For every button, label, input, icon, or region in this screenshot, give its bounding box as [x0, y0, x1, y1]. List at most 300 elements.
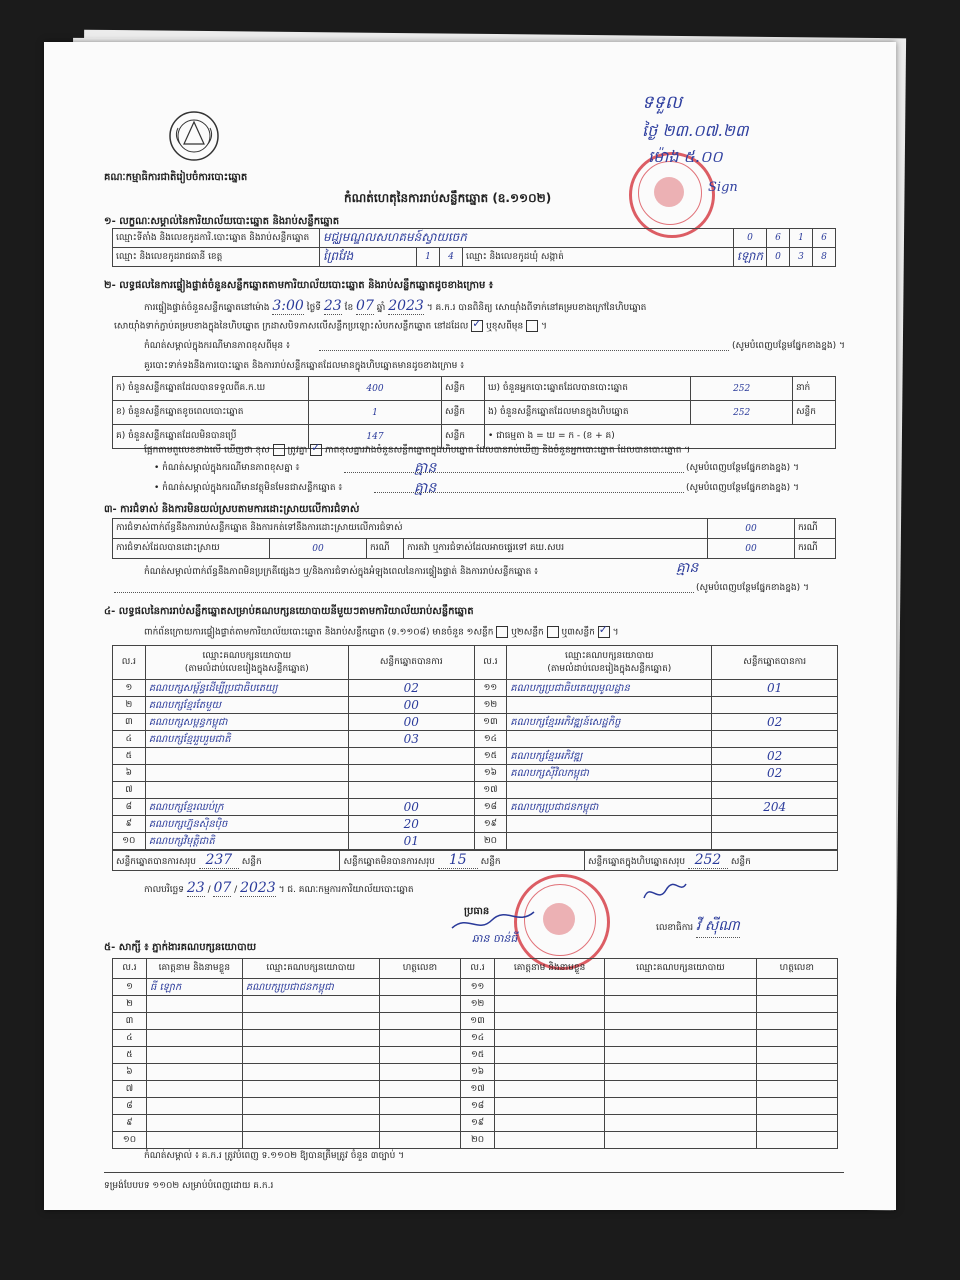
party-votes: 00 — [348, 799, 474, 816]
note-line — [319, 340, 729, 351]
witness-name — [146, 1047, 242, 1064]
formula-note: • ជាធម្មតា ង = ឃ = ក - (ខ + គ) — [484, 425, 835, 449]
party-name — [507, 697, 712, 714]
witness-name — [495, 1081, 605, 1098]
table-row — [113, 799, 838, 816]
witness-party — [242, 1030, 379, 1047]
witness-signature — [756, 996, 837, 1013]
seal-line: សោយ៉ាំងទាក់ភ្ជាប់គម្របខាងក្នុងនៃហិបឆ្នោត ក្រដាសបិទភាសលើសន្លឹកប្រឡោះសំបកសន្លឹកឆ្នោត នៅដដែល ✓ ឬខុសពីមុន ។ — [114, 320, 547, 334]
commune-label: ឈ្មោះ និងលេខកូដឃុំ សង្កាត់ — [463, 248, 734, 267]
transferred-label: ការតវ៉ា ឬការជំទាស់ដែលអាចផ្ទេរទៅ គឃ.សបរ — [404, 539, 708, 559]
row-no: ១០ — [113, 1132, 147, 1149]
witness-party — [605, 1098, 756, 1115]
one-sheet-checkbox[interactable] — [496, 626, 508, 638]
verification-day: 23 — [323, 298, 342, 314]
row-no: ៦ — [113, 765, 146, 782]
row-no: ៦ — [113, 1064, 147, 1081]
table-row — [113, 731, 838, 748]
province-code-digit: 4 — [440, 248, 463, 267]
party-votes: 01 — [712, 680, 838, 697]
total-box-label: សន្លឹកឆ្នោតក្នុងហិបឆ្នោតសរុប — [587, 857, 686, 867]
witness-name — [495, 1115, 605, 1132]
witness-signature — [379, 1115, 460, 1132]
bullet2-value: គ្មាន — [414, 480, 437, 496]
party-name: គណបក្សសម្ពន្ធកម្ពុជា — [145, 714, 348, 731]
col-party-title: ឈ្មោះគណបក្សនយោបាយ — [565, 650, 654, 661]
two-sheet-checkbox[interactable] — [547, 626, 559, 638]
col-sign: ហត្ថលេខា — [379, 959, 460, 979]
section3-note-value: គ្មាន — [676, 560, 699, 576]
item-unit: សន្លឹក — [442, 401, 485, 425]
row-no: ១៨ — [474, 799, 507, 816]
party-votes: 204 — [712, 799, 838, 816]
row-no: ១៦ — [461, 1064, 495, 1081]
witness-party — [605, 996, 756, 1013]
witness-signature — [756, 1013, 837, 1030]
stamp-signature: Sign — [708, 180, 738, 195]
col-party — [507, 646, 712, 680]
witness-name — [146, 1013, 242, 1030]
witness-name — [146, 1081, 242, 1098]
col-name: គោត្តនាម និងនាមខ្លួន — [146, 959, 242, 979]
section3-note-hint: (សូមបំពេញបន្ថែមផ្នែកខាងខ្នង) ។ — [696, 583, 809, 593]
item-unit: សន្លឹក — [442, 425, 485, 449]
table-row — [113, 765, 838, 782]
party-name: គណបក្សខ្មែរតែមួយ — [145, 697, 348, 714]
party-votes — [348, 782, 474, 799]
party-votes — [712, 731, 838, 748]
party-name: គណបក្សស៊ីវិលកម្ពុជា — [507, 765, 712, 782]
party-votes: 02 — [712, 748, 838, 765]
commune-code-digit: 8 — [813, 248, 836, 267]
bullet-hint: (សូមបំពេញបន្ថែមផ្នែកខាងខ្នង) ។ — [686, 483, 799, 493]
party-name — [507, 731, 712, 748]
item-label: ក) ចំនួនសន្លឹកឆ្នោតដែលបានទទួលពីគ.ក.ឃ — [113, 377, 309, 401]
item-unit: សន្លឹក — [442, 377, 485, 401]
bullet1-value: គ្មាន — [414, 460, 437, 476]
col-no: ល.រ — [113, 646, 146, 680]
item-label: ង) ចំនួនសន្លឹកឆ្នោតដែលមានក្នុងហិបឆ្នោត — [484, 401, 690, 425]
mismatch-checkbox[interactable] — [273, 444, 285, 456]
row-no: ១៩ — [474, 816, 507, 833]
date-day: 23 — [186, 880, 205, 896]
party-name: គណបក្សវិមុត្តិជាតិ — [145, 833, 348, 850]
col-party: ឈ្មោះគណបក្សនយោបាយ — [242, 959, 379, 979]
row-no: ១១ — [474, 680, 507, 697]
party-name: គណបក្សប្រជាធិបតេយ្យមូលដ្ឋាន — [507, 680, 712, 697]
footnote: កំណត់សម្គាល់ ៖ គ.ក.រ ត្រូវបំពេញ ទ.១១០២ ឱ្យបានត្រឹមត្រូវ ចំនួន ៣ច្បាប់ ។ — [144, 1151, 405, 1161]
unit: ករណី — [795, 539, 836, 559]
three-sheet-checkbox[interactable] — [598, 626, 610, 638]
party-name: គណបក្សខ្មែរអភិវឌ្ឍ — [507, 748, 712, 765]
party-votes — [712, 697, 838, 714]
witness-signature — [379, 1098, 460, 1115]
col-sign: ហត្ថលេខា — [756, 959, 837, 979]
item-unit: នាក់ — [792, 377, 835, 401]
row-no: ២០ — [474, 833, 507, 850]
text: ឬ២សន្លឹក — [511, 627, 544, 638]
emblem-icon — [166, 108, 222, 164]
col-votes: សន្លឹកឆ្នោតបានការ — [348, 646, 474, 680]
party-name: គណបក្សហ្វ៊ុនស៊ិនប៉ិច — [145, 816, 348, 833]
witness-name — [495, 979, 605, 996]
row-no: ២០ — [461, 1132, 495, 1149]
party-name — [145, 765, 348, 782]
witness-name — [495, 1132, 605, 1149]
row-no: ៨ — [113, 1098, 147, 1115]
row-no: ៩ — [113, 816, 146, 833]
president-signature-icon — [448, 906, 538, 936]
witness-name — [495, 996, 605, 1013]
row-no: ៥ — [113, 748, 146, 765]
row-no: ១៧ — [474, 782, 507, 799]
section4-intro: ពាក់ព័នក្រោយការផ្ទៀងផ្ទាត់តាមការិយាល័យបោះឆ្នោត និងរាប់សន្លឹកឆ្នោត (ទ.១១០៨) មានចំនួន ១សន្លឹក ឬ២សន្លឹក ឬ៣សន្លឹក ✓ ។ — [144, 626, 619, 640]
province-value: ព្រៃវែង — [320, 248, 417, 267]
row-no: ២ — [113, 996, 147, 1013]
witness-signature — [379, 1132, 460, 1149]
row-no: ១៩ — [461, 1115, 495, 1132]
dotted-line — [114, 584, 694, 593]
secretary-label: លេខាធិការ — [656, 923, 694, 933]
party-name: គណបក្សខ្មែរអភិវឌ្ឍន៍សេដ្ឋកិច្ច — [507, 714, 712, 731]
form-footer: ទម្រង់បែបបទ ១១០២ សម្រាប់បំពេញដោយ គ.ក.រ — [104, 1181, 274, 1191]
witness-signature — [756, 979, 837, 996]
witness-party — [605, 1047, 756, 1064]
witness-name — [495, 1047, 605, 1064]
witness-name — [146, 1098, 242, 1115]
col-party-subtitle: (តាមលំដាប់លេខរៀងក្នុងសន្លឹកឆ្នោត) — [547, 663, 672, 674]
row-no: ១៧ — [461, 1081, 495, 1098]
commune-value: ឡោក — [733, 248, 766, 267]
table-row — [113, 1081, 838, 1098]
table-row — [113, 1013, 838, 1030]
dotted-line — [344, 462, 684, 473]
witness-party: គណបក្សប្រជាជនកម្ពុជា — [242, 979, 379, 996]
text: សោយ៉ាំងទាក់ភ្ជាប់គម្របខាងក្នុងនៃហិបឆ្នោត ក្រដាសបិទភាសលើសន្លឹកប្រឡោះសំបកសន្លឹកឆ្នោត នៅដដែល — [114, 321, 469, 332]
table-row — [113, 680, 838, 697]
verification-month: 07 — [356, 298, 374, 314]
col-party: ឈ្មោះគណបក្សនយោបាយ — [605, 959, 756, 979]
ballots-unused: 147 — [308, 425, 441, 449]
unit: ករណី — [795, 519, 836, 539]
col-votes: សន្លឹកឆ្នោតបានការ — [712, 646, 838, 680]
row-no: ៤ — [113, 731, 146, 748]
col-party — [145, 646, 348, 680]
province-code-digit: 1 — [417, 248, 440, 267]
unit: សន្លឹក — [241, 857, 262, 867]
party-votes — [712, 782, 838, 799]
table-row — [113, 697, 838, 714]
secretary-signature-icon — [640, 880, 690, 904]
witness-name — [146, 1030, 242, 1047]
table-row — [113, 996, 838, 1013]
location-code-digit: 6 — [813, 229, 836, 248]
table-row — [113, 816, 838, 833]
party-votes: 01 — [348, 833, 474, 850]
row-no: ៨ — [113, 799, 146, 816]
row-no: ៩ — [113, 1115, 147, 1132]
party-name — [145, 748, 348, 765]
witness-party — [242, 996, 379, 1013]
complaints-value: 00 — [708, 519, 795, 539]
row-no: ៣ — [113, 1013, 147, 1030]
section3-title: ៣- ការជំទាស់ និងការមិនយល់ស្របតាមការដោះស្រាយលើការជំទាស់ — [104, 504, 360, 515]
col-no: ល.រ — [113, 959, 147, 979]
party-votes — [348, 748, 474, 765]
row-no: ១៤ — [474, 731, 507, 748]
row-no: ២ — [113, 697, 146, 714]
row-no: ១៨ — [461, 1098, 495, 1115]
section4-title: ៤- លទ្ធផលនៃការរាប់សន្លឹកឆ្នោតសម្រាប់គណបក្សនយោបាយនីមួយៗតាមការិយាល័យរាប់សន្លឹកឆ្នោត — [104, 606, 474, 617]
party-votes: 20 — [348, 816, 474, 833]
table-row — [113, 833, 838, 850]
total-valid-label: សន្លឹកឆ្នោតបានការសរុប — [116, 857, 196, 867]
date-month: 07 — [213, 880, 232, 896]
footer-divider — [104, 1172, 844, 1173]
unit: សន្លឹក — [730, 857, 751, 867]
witness-signature — [379, 1013, 460, 1030]
witness-name — [495, 1064, 605, 1081]
item-label: ខ) ចំនួនសន្លឹកឆ្នោតខូចពេលបោះឆ្នោត — [113, 401, 309, 425]
transferred-value: 00 — [708, 539, 795, 559]
witness-signature — [756, 1115, 837, 1132]
witness-party — [605, 1132, 756, 1149]
text: ការផ្ទៀងផ្ទាត់ចំនួនសន្លឹកឆ្នោតនៅម៉ោង — [144, 303, 270, 313]
totals-row — [113, 851, 340, 871]
results-table — [112, 645, 838, 850]
row-no: ៧ — [113, 782, 146, 799]
party-name — [507, 833, 712, 850]
form-document — [44, 42, 896, 1210]
bullet1-label: • កំណត់សម្គាល់ក្នុងករណីមានភាពខុសគ្នា ៖ — [154, 463, 300, 473]
party-votes — [348, 765, 474, 782]
dotted-line — [374, 482, 684, 493]
col-name: គោត្តនាម និងនាមខ្លួន — [495, 959, 605, 979]
ballots-received: 400 — [308, 377, 441, 401]
verification-year: 2023 — [388, 298, 424, 314]
party-votes — [712, 833, 838, 850]
witness-party — [242, 1081, 379, 1098]
table-row — [113, 1030, 838, 1047]
row-no: ១៣ — [461, 1013, 495, 1030]
table-row — [113, 1047, 838, 1064]
table-row — [113, 748, 838, 765]
party-votes: 00 — [348, 714, 474, 731]
totals-table — [112, 850, 838, 871]
text: កាលបរិច្ឆេទ — [144, 885, 184, 895]
text: ។ ជ. គណៈកម្មការការិយាល័យបោះឆ្នោត — [278, 885, 414, 895]
org-name: គណៈកម្មាធិការជាតិរៀបចំការបោះឆ្នោត — [104, 172, 248, 183]
text: ឆ្នាំ — [376, 303, 386, 313]
row-no: ១០ — [113, 833, 146, 850]
party-name: គណបក្សខ្មែររួបរួមជាតិ — [145, 731, 348, 748]
commune-code-digit: 0 — [767, 248, 790, 267]
witness-party — [605, 1115, 756, 1132]
witness-signature — [756, 1098, 837, 1115]
note-label: កំណត់សម្គាល់ក្នុងករណីមានភាពខុសពីមុន ៖ — [144, 341, 290, 351]
witness-name — [495, 1013, 605, 1030]
witness-signature — [756, 1064, 837, 1081]
total-valid-value: 237 — [199, 852, 239, 869]
section5-title: ៥- សាក្សី ៖ ភ្នាក់ងារគណបក្សនយោបាយ — [104, 942, 257, 953]
witness-signature — [379, 1064, 460, 1081]
party-name — [507, 816, 712, 833]
totals-row — [584, 851, 837, 871]
witness-signature — [379, 996, 460, 1013]
location-code-digit: 6 — [767, 229, 790, 248]
row-no: ១១ — [461, 979, 495, 996]
party-name: គណបក្សខ្មែរឈប់ក្រ — [145, 799, 348, 816]
section3-note: កំណត់សម្គាល់ពាក់ព័ន្ធនឹងភាពមិនប្រក្រតីផ្សេងៗ ឬ/និងការជំទាស់ក្នុងអំឡុងពេលនៃការផ្ទៀងផ្ទាត់ និងការរាប់សន្លឹកឆ្នោត ៖ — [144, 567, 539, 577]
identity-table — [112, 228, 836, 267]
stamp-date-text: ថ្ងៃ ២៣.០៧.២៣ — [642, 121, 749, 140]
stamp-time-text: ម៉ោង ៥.០០ — [648, 147, 723, 166]
row-no: ១ — [113, 979, 147, 996]
table-row — [113, 979, 838, 996]
witness-party — [605, 1081, 756, 1098]
section2-title: ២- លទ្ធផលនៃការផ្ទៀងផ្ទាត់ចំនួនសន្លឹកឆ្នោតតាមការិយាល័យបោះឆ្នោត និងរាប់សន្លឹកឆ្នោតដូចខាងក្រោម ៖ — [104, 280, 494, 291]
date-line: កាលបរិច្ឆេទ 23 / 07 / 2023 ។ ជ. គណៈកម្មការការិយាល័យបោះឆ្នោត — [144, 880, 414, 896]
secretary-line — [656, 916, 740, 938]
item-label: គ) ចំនួនសន្លឹកឆ្នោតដែលមិនបានប្រើ — [113, 425, 309, 449]
bullet-hint: (សូមបំពេញបន្ថែមផ្នែកខាងខ្នង) ។ — [686, 463, 799, 473]
table-row — [113, 1115, 838, 1132]
section1-title: ១- លក្ខណៈសម្គាល់នៃការិយាល័យបោះឆ្នោត និងរាប់សន្លឹកឆ្នោត — [104, 216, 340, 227]
totals-row — [340, 851, 584, 871]
witness-name — [146, 996, 242, 1013]
text: ថ្ងៃទី — [306, 303, 322, 313]
party-name — [145, 782, 348, 799]
text: ។ គ.ក.រ បានពិនិត្យ សោយ៉ាំងពីទាក់នៅគម្របខាងក្រៅនៃហិបឆ្នោត — [426, 303, 647, 313]
party-votes: 02 — [712, 714, 838, 731]
ballot-count-table — [112, 376, 836, 449]
province-label: ឈ្មោះ និងលេខកូដរាជធានី ខេត្ត — [113, 248, 320, 267]
president-name: ឆាន ចាន់ធី — [472, 932, 518, 945]
compare-line — [144, 444, 884, 458]
total-invalid-label: សន្លឹកឆ្នោតមិនបានការសរុប — [343, 857, 435, 867]
unit: សន្លឹក — [480, 857, 501, 867]
row-no: ៧ — [113, 1081, 147, 1098]
location-code-digit: 1 — [790, 229, 813, 248]
total-invalid-value: 15 — [438, 852, 478, 869]
text: ភាពខុសគ្នារវាងចំនួនសន្លឹកឆ្នោតក្នុងហិបឆ្នោត ដែលបានរាប់ឃើញ និងចំនួនអ្នកបោះឆ្នោត ដែលបានបោះឆ្នោត ។ — [325, 445, 691, 456]
row-no: ៤ — [113, 1030, 147, 1047]
witness-table — [112, 958, 838, 1149]
row-no: ១៥ — [461, 1047, 495, 1064]
row-no: ១៥ — [474, 748, 507, 765]
location-value: មជ្ឈមណ្ឌលសហគមន៍ស្វាយចេក — [320, 229, 734, 248]
witness-party — [242, 1047, 379, 1064]
witness-name — [146, 1132, 242, 1149]
secretary-name: វី ស៊ីណា — [696, 916, 740, 938]
form-title: កំណត់ហេតុនៃការរាប់សន្លឹកឆ្នោត (ឧ.១១០២) — [344, 191, 552, 205]
witness-party — [242, 1098, 379, 1115]
text: ផ្អែកតាមតួលេខខាងលើ ឃើញថា ខុស — [144, 445, 270, 456]
col-no: ល.រ — [474, 646, 507, 680]
match-checkbox[interactable] — [310, 444, 322, 456]
voters-count: 252 — [691, 377, 793, 401]
witness-party — [242, 1013, 379, 1030]
table-row — [113, 714, 838, 731]
complaints-label: ការជំទាស់ពាក់ព័ន្ធនឹងការរាប់សន្លឹកឆ្នោត និងការកត់ទៅនឹងការដោះស្រាយលើការជំទាស់ — [113, 519, 708, 539]
witness-signature — [756, 1030, 837, 1047]
party-name: គណបក្សសម្ព័ន្ធដើម្បីប្រជាធិបតេយ្យ — [145, 680, 348, 697]
witness-signature — [756, 1081, 837, 1098]
resolved-label: ការជំទាស់ដែលបានដោះស្រាយ — [113, 539, 270, 559]
witness-party — [242, 1115, 379, 1132]
row-no: ១២ — [461, 996, 495, 1013]
complaints-table — [112, 518, 836, 559]
party-votes — [712, 816, 838, 833]
table-row — [113, 1132, 838, 1149]
witness-name — [146, 1064, 242, 1081]
row-no: ១ — [113, 680, 146, 697]
witness-name — [146, 1115, 242, 1132]
witness-signature — [379, 1081, 460, 1098]
witness-signature — [379, 1047, 460, 1064]
unit: ករណី — [367, 539, 404, 559]
witness-name — [495, 1098, 605, 1115]
col-no: ល.រ — [461, 959, 495, 979]
item-label: ឃ) ចំនួនអ្នកបោះឆ្នោតដែលបានបោះឆ្នោត — [484, 377, 690, 401]
items-subtitle: គួរបោះទាក់ទងនឹងការបោះឆ្នោត និងការរាប់សន្លឹកឆ្នោតដែលមានក្នុងហិបឆ្នោតមានដូចខាងក្រោម ៖ — [144, 361, 465, 371]
unchanged-checkbox[interactable] — [471, 320, 483, 332]
text: ឬខុសពីមុន — [486, 321, 524, 332]
witness-party — [605, 979, 756, 996]
col-party-title: ឈ្មោះគណបក្សនយោបាយ — [202, 650, 292, 661]
row-no: ១៦ — [474, 765, 507, 782]
president-label: ប្រធាន — [464, 906, 490, 917]
witness-name — [495, 1030, 605, 1047]
text: ពាក់ព័នក្រោយការផ្ទៀងផ្ទាត់តាមការិយាល័យបោះឆ្នោត និងរាប់សន្លឹកឆ្នោត (ទ.១១០៨) មានចំនួន ១សន្លឹក — [144, 627, 494, 638]
table-row — [113, 782, 838, 799]
table-row — [113, 1098, 838, 1115]
ballots-in-box: 252 — [691, 401, 793, 425]
table-row — [113, 1064, 838, 1081]
witness-party — [605, 1030, 756, 1047]
witness-party — [242, 1132, 379, 1149]
text: ឬ៣សន្លឹក — [561, 627, 595, 638]
text: ខែ — [344, 303, 354, 313]
row-no: ៥ — [113, 1047, 147, 1064]
witness-signature — [379, 1030, 460, 1047]
changed-checkbox[interactable] — [526, 320, 538, 332]
date-year: 2023 — [240, 880, 276, 896]
witness-signature — [379, 979, 460, 996]
party-votes: 03 — [348, 731, 474, 748]
witness-name: ធី ឡោក — [146, 979, 242, 996]
verification-line — [144, 298, 884, 315]
resolved-value: 00 — [270, 539, 367, 559]
commune-code-digit: 3 — [790, 248, 813, 267]
location-label: ឈ្មោះទីតាំង និងលេខកូដការិ.បោះឆ្នោត និងរាប់សន្លឹកឆ្នោត — [113, 229, 320, 248]
party-votes: 00 — [348, 697, 474, 714]
stamp-received-text: ទទួល — [642, 92, 682, 113]
witness-party — [605, 1013, 756, 1030]
witness-signature — [756, 1047, 837, 1064]
party-votes: 02 — [712, 765, 838, 782]
location-code-digit: 0 — [733, 229, 766, 248]
party-name — [507, 782, 712, 799]
row-no: ៣ — [113, 714, 146, 731]
col-party-subtitle: (តាមលំដាប់លេខរៀងក្នុងសន្លឹកឆ្នោត) — [184, 663, 309, 674]
item-unit: សន្លឹក — [792, 401, 835, 425]
witness-party — [605, 1064, 756, 1081]
text: ត្រូវគ្នា — [287, 445, 308, 456]
ballots-spoiled: 1 — [308, 401, 441, 425]
row-no: ១២ — [474, 697, 507, 714]
row-no: ១៤ — [461, 1030, 495, 1047]
